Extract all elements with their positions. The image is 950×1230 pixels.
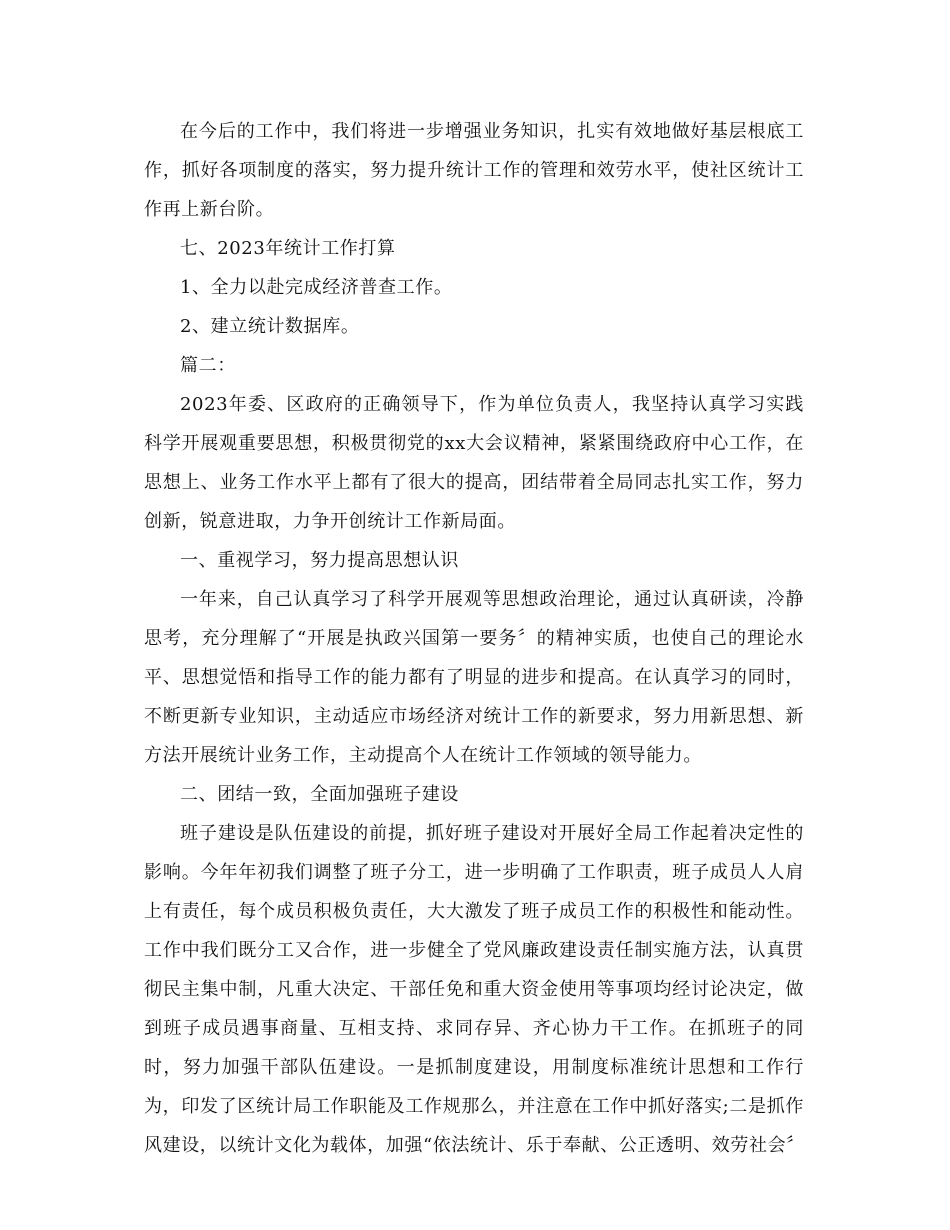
heading-study: 一、重视学习，努力提高思想认识 — [180, 550, 459, 571]
section-label-part-two: 篇二： — [180, 355, 236, 376]
paragraph-work-plan-closing: 在今后的工作中，我们将进一步增强业务知识，扎实有效地做好基层根底工作，抓好各项制度的落实，努力提升统计工作的管理和效劳水平，使社区统计工作再上新台阶。 — [144, 121, 804, 220]
plan-item-2: 2、建立统计数据库。 — [180, 316, 360, 337]
heading-team-building: 二、团结一致，全面加强班子建设 — [180, 784, 459, 805]
paragraph-study: 一年来，自己认真学习了科学开展观等思想政治理论，通过认真研读，冷静思考，充分理解了“开展是执政兴国第一要务〞的精神实质，也使自己的理论水平、思想觉悟和指导工作的能力都有了明显的进步和提高。在认真学习的同时，不断更新专业知识，主动适应市场经济对统计工作的新要求，努力用新思想、新方法开展统计业务工作，主动提高个人在统计工作领域的领导能力。 — [144, 589, 804, 766]
document-body — [144, 112, 804, 1165]
paragraph-team-building: 班子建设是队伍建设的前提，抓好班子建设对开展好全局工作起着决定性的影响。今年年初我们调整了班子分工，进一步明确了工作职责，班子成员人人肩上有责任，每个成员积极负责任，大大激发了班子成员工作的积极性和能动性。工作中我们既分工又合作，进一步健全了党风廉政建设责任制实施方法，认真贯彻民主集中制，凡重大决定、干部任免和重大资金使用等事项均经讨论决定，做到班子成员遇事商量、互相支持、求同存异、齐心协力干工作。在抓班子的同时，努力加强干部队伍建设。一是抓制度建设，用制度标准统计思想和工作行为，印发了区统计局工作职能及工作规那么，并注意在工作中抓好落实;二是抓作风建设，以统计文化为载体，加强“依法统计、乐于奉献、公正透明、效劳社会〞 — [144, 823, 805, 1156]
heading-2023-work-plan: 七、2023年统计工作打算 — [180, 238, 396, 259]
paragraph-intro-2023: 2023年委、区政府的正确领导下，作为单位负责人，我坚持认真学习实践科学开展观重要思想，积极贯彻党的xx大会议精神，紧紧围绕政府中心工作，在思想上、业务工作水平上都有了很大的提高，团结带着全局同志扎实工作，努力创新，锐意进取，力争开创统计工作新局面。 — [144, 394, 804, 532]
plan-item-1: 1、全力以赴完成经济普查工作。 — [180, 277, 453, 298]
